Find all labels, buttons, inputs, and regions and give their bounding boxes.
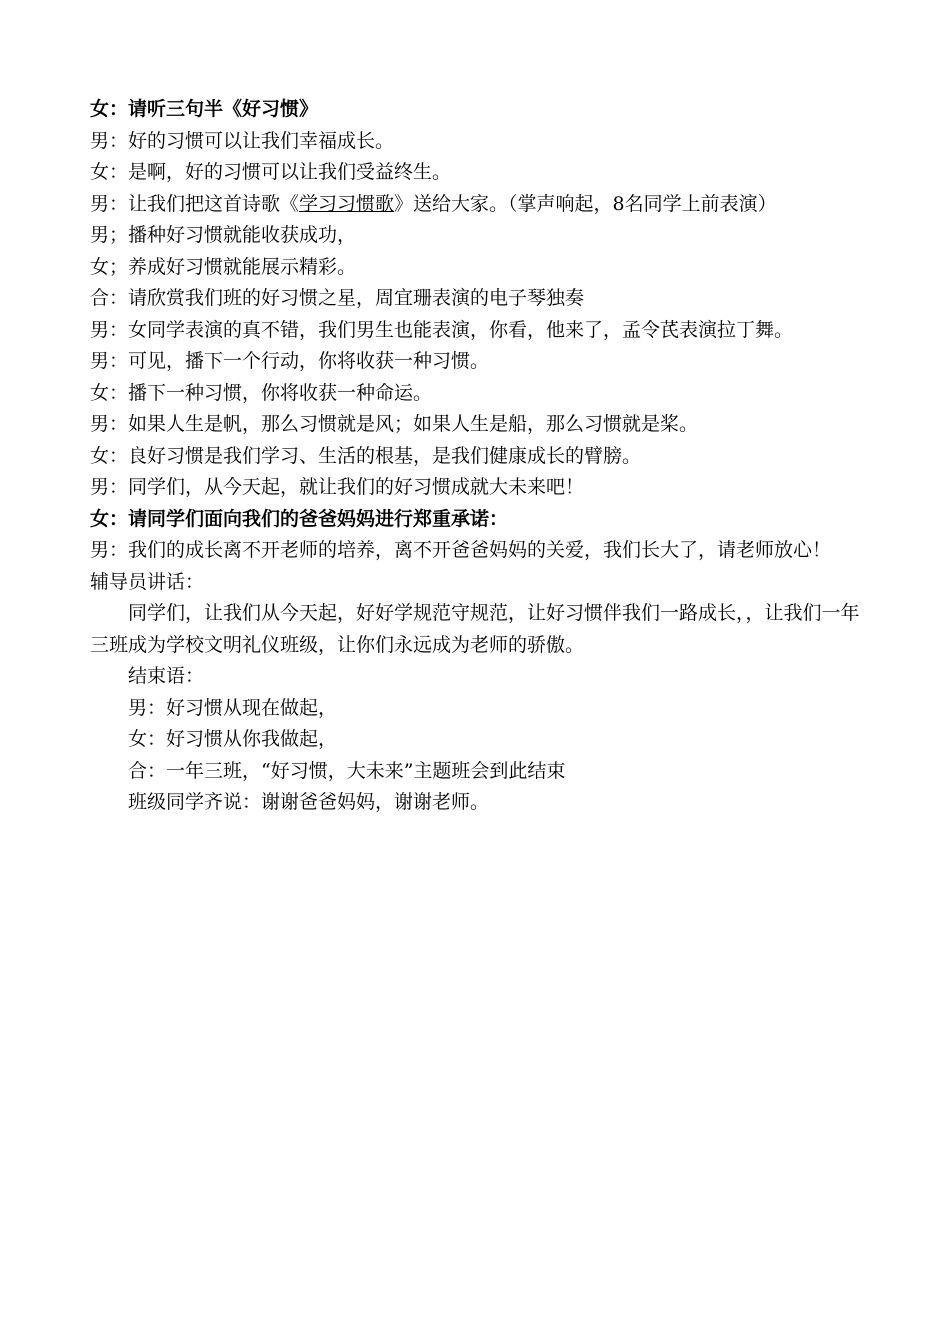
line-girl-1: 女：是啊，好的习惯可以让我们受益终生。 <box>90 161 452 183</box>
line-boy-6: 男：同学们，从今天起，就让我们的好习惯成就大未来吧！ <box>90 476 585 498</box>
line-boy-1: 男：好的习惯可以让我们幸福成长。 <box>90 129 395 152</box>
poem-intro-after: 》送给大家。（掌声响起，8名同学上前表演） <box>394 192 777 215</box>
line-closing-girl: 女：好习惯从你我做起， <box>128 728 338 750</box>
line-poem-intro <box>90 189 870 221</box>
line-girl-4: 女：良好习惯是我们学习、生活的根基，是我们健康成长的臂膀。 <box>90 444 642 467</box>
line-closing-boy: 男：好习惯从现在做起， <box>128 696 338 719</box>
poem-intro-before: 男：让我们把这首诗歌《 <box>90 192 300 215</box>
line-girl-3: 女：播下一种习惯，你将收获一种命运。 <box>90 381 433 404</box>
counselor-speech: 同学们，让我们从今天起，好好学规范守规范，让好习惯伴我们一路成长，，让我们一年三班成为学校文明礼仪班级，让你们永远成为老师的骄傲。 <box>90 602 860 656</box>
document-page <box>90 94 870 819</box>
line-boy-4: 男：可见，播下一个行动，你将收获一种习惯。 <box>90 350 490 372</box>
line-closing-together: 合：一年三班，“好习惯，大未来”主题班会到此结束 <box>128 759 566 782</box>
line-counselor-heading: 辅导员讲话： <box>90 570 205 593</box>
line-girl-promise: 女：请同学们面向我们的爸爸妈妈进行郑重承诺： <box>90 507 509 530</box>
line-class-thanks: 班级同学齐说：谢谢爸爸妈妈，谢谢老师。 <box>128 791 490 813</box>
line-together-1: 合：请欣赏我们班的好习惯之星，周宜珊表演的电子琴独奏 <box>90 287 585 309</box>
poem-title-link[interactable]: 学习习惯歌 <box>299 192 395 215</box>
line-boy-5: 男：如果人生是帆，那么习惯就是风；如果人生是船，那么习惯就是桨。 <box>90 413 699 435</box>
line-boy-2: 男；播种好习惯就能收获成功， <box>90 224 357 246</box>
line-girl-2: 女；养成好习惯就能展示精彩。 <box>90 255 357 278</box>
line-boy-3: 男：女同学表演的真不错，我们男生也能表演，你看，他来了，孟令芪表演拉丁舞。 <box>90 318 794 341</box>
line-title: 女：请听三句半《好习惯》 <box>90 98 319 120</box>
line-boy-promise: 男：我们的成长离不开老师的培养，离不开爸爸妈妈的关爱，我们长大了，请老师放心！ <box>90 539 832 561</box>
line-closing-heading: 结束语： <box>128 665 205 687</box>
